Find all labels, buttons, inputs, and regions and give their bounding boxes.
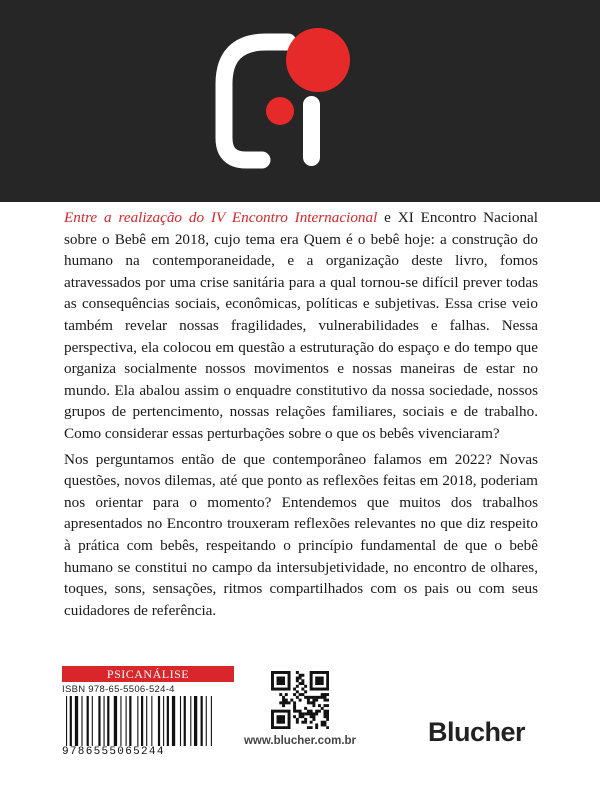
paragraph-1-text: e XI Encontro Nacional sobre o Bebê em 2018, cujo tema era Quem é o bebê hoje: a construção do humano na contemporaneidade, e a organização deste livro, fomos atravessados por uma crise sanitária para a qual tornou-se difícil prever todas as consequências sociais, econômicas, políticas e subjetivas. Essa crise veio também revelar nossas fragilidades, vulnerabilidades e falhas. Nessa perspectiva, ela colocou em questão a estruturação do espaço e do tempo que organiza socialmente nossos movimentos e nossas maneiras de estar no mundo. Ela abalou assim o enquadre constitutivo da nossa sociedade, nossos grupos de pertencimento, nossas relações familiares, sociais e de trabalho. Como considerar essas perturbações sobre o que os bebês vivenciaram? [64, 209, 538, 442]
category-label: PSICANÁLISE [62, 666, 234, 682]
qr-code-icon [271, 671, 329, 729]
lead-text: Entre a realização do IV Encontro Internacional [64, 209, 378, 226]
back-cover-text [64, 207, 538, 621]
publisher-logo: Blucher [428, 717, 526, 747]
isbn-text: ISBN 978-65-5506-524-4 [62, 684, 175, 695]
paragraph-2: Nos perguntamos então de que contemporâneo falamos em 2022? Novas questões, novos dilemas, até que ponto as reflexões feitas em 2018, poderiam nos orientar para o momento? Entendemos que muitos dos trabalhos apresentados no Encontro trouxeram reflexões relevantes no que diz respeito à prática com bebês, respeitando o princípio fundamental de que o bebê humano se constitui no campo da intersubjetividade, no encontro de olhares, toques, sons, sensações, ritmos compartilhados com os pais ou com seus cuidadores de referência. [64, 450, 538, 619]
encontro-bebe-logo-icon [0, 0, 600, 202]
barcode-number: 9786555065244 [62, 746, 165, 758]
website-url-text[interactable]: www.blucher.com.br [243, 735, 357, 747]
paragraph-1 [64, 207, 538, 445]
